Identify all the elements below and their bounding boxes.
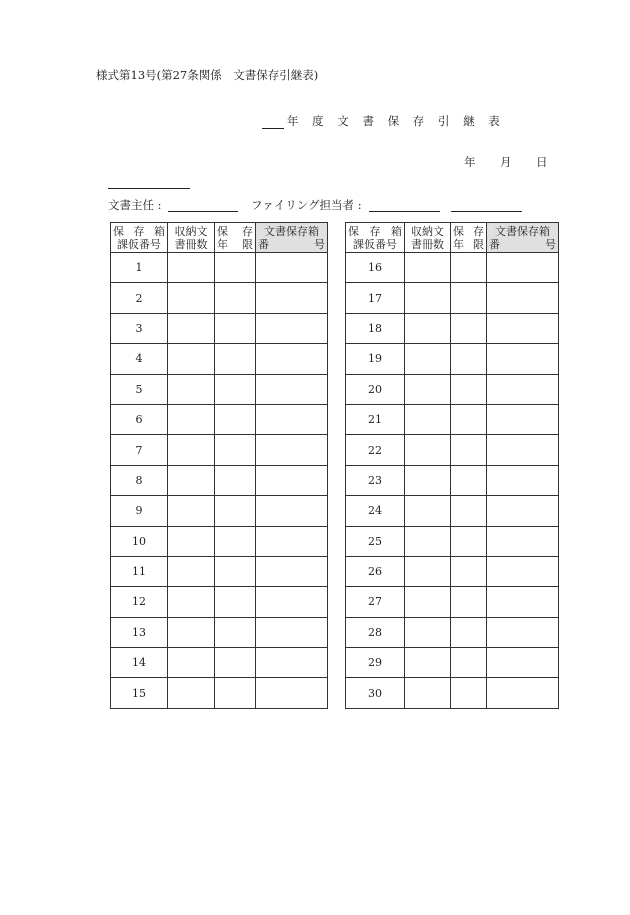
retention-period-cell[interactable] (451, 465, 487, 495)
row-number: 27 (346, 587, 405, 617)
storage-box-number-cell[interactable] (487, 587, 559, 617)
table-row (346, 587, 559, 617)
fiscal-year-blank[interactable] (262, 116, 284, 129)
row-number: 25 (346, 526, 405, 556)
header-storage-box-number: 文書保存箱 番 号 (256, 223, 328, 253)
row-number: 15 (111, 678, 168, 708)
storage-box-number-cell[interactable] (487, 648, 559, 678)
retention-period-cell[interactable] (451, 435, 487, 465)
volume-count-cell[interactable] (168, 283, 215, 313)
table-row (346, 344, 559, 374)
retention-period-cell[interactable] (215, 617, 256, 647)
title-text: 年 度 文 書 保 存 引 継 表 (287, 114, 505, 128)
retention-period-cell[interactable] (451, 648, 487, 678)
header-retention-period: 保 存 年 限 (215, 223, 256, 253)
table-row (111, 465, 328, 495)
row-number: 22 (346, 435, 405, 465)
row-number: 9 (111, 496, 168, 526)
storage-box-number-cell[interactable] (487, 678, 559, 708)
table-row (111, 344, 328, 374)
retention-period-cell[interactable] (215, 313, 256, 343)
volume-count-cell[interactable] (405, 526, 451, 556)
row-number: 16 (346, 253, 405, 283)
volume-count-cell[interactable] (168, 435, 215, 465)
row-number: 12 (111, 587, 168, 617)
storage-box-number-cell[interactable] (487, 253, 559, 283)
filing-staff-field-2[interactable] (451, 211, 522, 212)
storage-box-number-cell[interactable] (487, 556, 559, 586)
volume-count-cell[interactable] (168, 404, 215, 434)
volume-count-cell[interactable] (405, 587, 451, 617)
volume-count-cell[interactable] (168, 496, 215, 526)
storage-box-number-cell[interactable] (256, 526, 328, 556)
table-row (346, 435, 559, 465)
retention-period-cell[interactable] (215, 404, 256, 434)
retention-period-cell[interactable] (451, 404, 487, 434)
row-number: 20 (346, 374, 405, 404)
row-number: 8 (111, 465, 168, 495)
volume-count-cell[interactable] (405, 374, 451, 404)
row-number: 7 (111, 435, 168, 465)
storage-box-number-cell[interactable] (256, 648, 328, 678)
volume-count-cell[interactable] (168, 344, 215, 374)
row-number: 1 (111, 253, 168, 283)
table-row (346, 253, 559, 283)
storage-box-number-cell[interactable] (487, 435, 559, 465)
volume-count-cell[interactable] (405, 313, 451, 343)
retention-period-cell[interactable] (451, 678, 487, 708)
table-row (346, 404, 559, 434)
row-number: 19 (346, 344, 405, 374)
storage-box-number-cell[interactable] (487, 465, 559, 495)
table-row (111, 313, 328, 343)
table-row (346, 678, 559, 708)
volume-count-cell[interactable] (405, 253, 451, 283)
storage-box-number-cell[interactable] (487, 344, 559, 374)
filing-staff-field-1[interactable] (369, 211, 440, 212)
table-row (111, 556, 328, 586)
row-number: 14 (111, 648, 168, 678)
retention-period-cell[interactable] (451, 374, 487, 404)
storage-box-number-cell[interactable] (256, 465, 328, 495)
filing-staff-label: ファイリング担当者 : (251, 198, 362, 212)
retention-period-cell[interactable] (215, 556, 256, 586)
storage-box-number-cell[interactable] (256, 374, 328, 404)
storage-box-number-cell[interactable] (256, 404, 328, 434)
header-box-number: 保 存 箱 課仮番号 (346, 223, 405, 253)
row-number: 2 (111, 283, 168, 313)
table-row (346, 496, 559, 526)
volume-count-cell[interactable] (168, 617, 215, 647)
storage-box-number-cell[interactable] (256, 556, 328, 586)
retention-period-cell[interactable] (215, 526, 256, 556)
header-row (111, 223, 328, 253)
retention-period-cell[interactable] (215, 465, 256, 495)
retention-period-cell[interactable] (451, 253, 487, 283)
volume-count-cell[interactable] (168, 678, 215, 708)
table-row (111, 526, 328, 556)
volume-count-cell[interactable] (168, 313, 215, 343)
retention-period-cell[interactable] (215, 678, 256, 708)
retention-period-cell[interactable] (451, 556, 487, 586)
volume-count-cell[interactable] (405, 648, 451, 678)
header-retention-period: 保 存 年 限 (451, 223, 487, 253)
header-volume-count: 収納文 書冊数 (168, 223, 215, 253)
row-number: 21 (346, 404, 405, 434)
volume-count-cell[interactable] (405, 283, 451, 313)
table-row (111, 678, 328, 708)
table-row (111, 374, 328, 404)
storage-box-number-cell[interactable] (487, 617, 559, 647)
row-number: 4 (111, 344, 168, 374)
form-number: 様式第13号(第27条関係 文書保存引継表) (96, 68, 319, 82)
row-number: 29 (346, 648, 405, 678)
table-row (346, 556, 559, 586)
retention-period-cell[interactable] (451, 313, 487, 343)
signature-line[interactable] (108, 188, 190, 189)
volume-count-cell[interactable] (168, 253, 215, 283)
volume-count-cell[interactable] (405, 465, 451, 495)
storage-box-number-cell[interactable] (487, 404, 559, 434)
storage-box-number-cell[interactable] (256, 678, 328, 708)
storage-box-number-cell[interactable] (256, 587, 328, 617)
document-title (262, 113, 505, 129)
volume-count-cell[interactable] (168, 374, 215, 404)
volume-count-cell[interactable] (405, 404, 451, 434)
volume-count-cell[interactable] (405, 435, 451, 465)
row-number: 13 (111, 617, 168, 647)
volume-count-cell[interactable] (405, 678, 451, 708)
row-number: 18 (346, 313, 405, 343)
storage-box-number-cell[interactable] (487, 374, 559, 404)
retention-period-cell[interactable] (215, 283, 256, 313)
retention-period-cell[interactable] (215, 587, 256, 617)
header-storage-box-number: 文書保存箱 番 号 (487, 223, 559, 253)
row-number: 6 (111, 404, 168, 434)
retention-period-cell[interactable] (451, 587, 487, 617)
date-day-label: 日 (536, 155, 548, 169)
table-row (111, 404, 328, 434)
row-number: 5 (111, 374, 168, 404)
retention-period-cell[interactable] (451, 283, 487, 313)
storage-box-number-cell[interactable] (256, 253, 328, 283)
row-number: 3 (111, 313, 168, 343)
table-row (111, 435, 328, 465)
storage-box-number-cell[interactable] (487, 313, 559, 343)
storage-box-number-cell[interactable] (256, 313, 328, 343)
table-row (111, 496, 328, 526)
row-number: 23 (346, 465, 405, 495)
header-row (346, 223, 559, 253)
row-number: 17 (346, 283, 405, 313)
storage-box-number-cell[interactable] (487, 496, 559, 526)
retention-period-cell[interactable] (215, 648, 256, 678)
volume-count-cell[interactable] (168, 648, 215, 678)
table-row (346, 526, 559, 556)
retention-period-cell[interactable] (215, 496, 256, 526)
volume-count-cell[interactable] (168, 526, 215, 556)
table-row (346, 313, 559, 343)
retention-period-cell[interactable] (215, 435, 256, 465)
storage-box-number-cell[interactable] (256, 283, 328, 313)
table-row (111, 587, 328, 617)
row-number: 30 (346, 678, 405, 708)
table-row (111, 648, 328, 678)
row-number: 10 (111, 526, 168, 556)
retention-period-cell[interactable] (215, 374, 256, 404)
storage-box-number-cell[interactable] (487, 526, 559, 556)
storage-box-number-cell[interactable] (256, 496, 328, 526)
left-table (110, 222, 328, 709)
volume-count-cell[interactable] (405, 617, 451, 647)
retention-period-cell[interactable] (215, 344, 256, 374)
storage-box-number-cell[interactable] (487, 283, 559, 313)
row-number: 26 (346, 556, 405, 586)
retention-period-cell[interactable] (451, 526, 487, 556)
volume-count-cell[interactable] (405, 556, 451, 586)
header-volume-count: 収納文 書冊数 (405, 223, 451, 253)
storage-box-number-cell[interactable] (256, 344, 328, 374)
row-number: 24 (346, 496, 405, 526)
volume-count-cell[interactable] (405, 496, 451, 526)
volume-count-cell[interactable] (168, 465, 215, 495)
table-row (346, 648, 559, 678)
table-row (346, 283, 559, 313)
doc-chief-field[interactable] (168, 211, 238, 212)
right-table (345, 222, 559, 709)
header-box-number: 保 存 箱 課仮番号 (111, 223, 168, 253)
volume-count-cell[interactable] (168, 587, 215, 617)
volume-count-cell[interactable] (405, 344, 451, 374)
row-number: 11 (111, 556, 168, 586)
storage-box-number-cell[interactable] (256, 617, 328, 647)
row-number: 28 (346, 617, 405, 647)
retention-period-cell[interactable] (451, 344, 487, 374)
storage-box-number-cell[interactable] (256, 435, 328, 465)
table-row (346, 374, 559, 404)
table-row (111, 283, 328, 313)
retention-period-cell[interactable] (451, 496, 487, 526)
retention-period-cell[interactable] (215, 253, 256, 283)
date-year-label: 年 (464, 155, 476, 169)
retention-period-cell[interactable] (451, 617, 487, 647)
table-row (346, 617, 559, 647)
table-row (111, 617, 328, 647)
table-row (346, 465, 559, 495)
date-month-label: 月 (500, 155, 512, 169)
doc-chief-label: 文書主任 : (108, 198, 162, 212)
table-row (111, 253, 328, 283)
volume-count-cell[interactable] (168, 556, 215, 586)
